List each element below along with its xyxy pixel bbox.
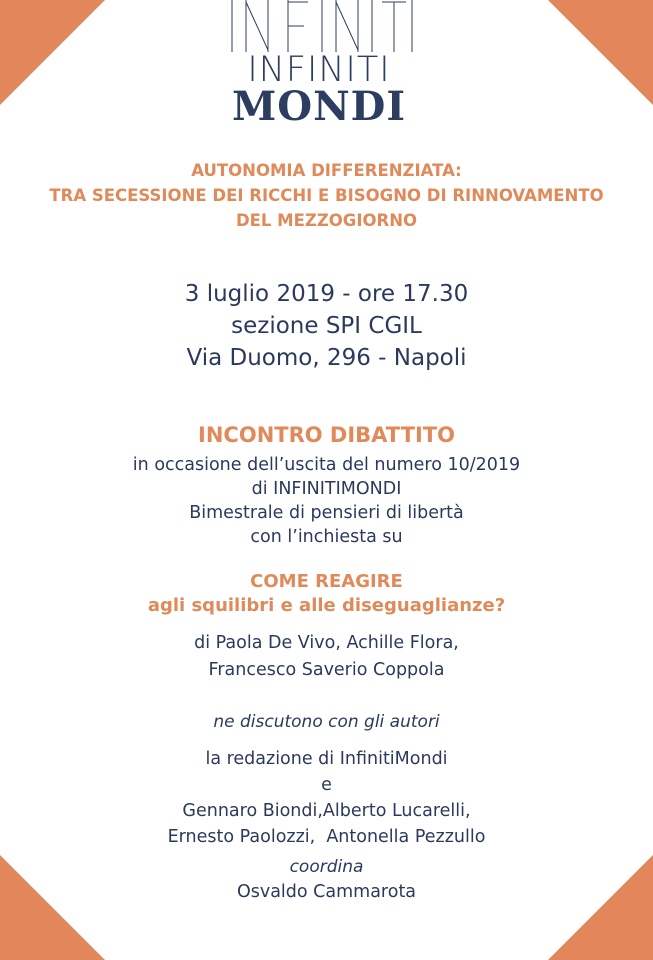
logo-wordmark-bottom: MONDI: [231, 83, 407, 130]
corner-decoration-top-right: [548, 0, 653, 105]
occasion-line: con l’inchiesta su: [250, 527, 403, 547]
corner-decoration-top-left: [0, 0, 105, 105]
participant-line: Gennaro Biondi,Alberto Lucarelli,: [182, 801, 471, 821]
coordinator-name: Osvaldo Cammarota: [236, 882, 417, 902]
logo-line-art: [222, 0, 416, 52]
participant-line: Ernesto Paolozzi, Antonella Pezzullo: [167, 827, 486, 847]
coordinator-label: coordina: [289, 857, 364, 877]
discussion-intro: ne discutono con gli autori: [213, 712, 440, 732]
authors-line: di Paola De Vivo, Achille Flora,: [194, 633, 459, 653]
discussion-participants: [0, 746, 653, 850]
occasion-line: di INFINITIMONDI: [251, 479, 402, 499]
event-address: Via Duomo, 296 - Napoli: [186, 345, 467, 371]
logo-wordmark-top: INFINITI: [247, 50, 391, 90]
participant-line: la redazione di InfinitiMondi: [205, 749, 448, 769]
participant-line: e: [321, 775, 332, 795]
headline-line: TRA SECESSIONE DEI RICCHI E BISOGNO DI RINNOVAMENTO: [49, 186, 604, 205]
authors: [0, 630, 653, 684]
headline-line: DEL MEZZOGIORNO: [235, 211, 418, 230]
incontro-title: INCONTRO DIBATTITO: [198, 423, 455, 447]
occasion-line: in occasione dell’uscita del numero 10/2019: [132, 455, 521, 475]
occasion-line: Bimestrale di pensieri di libertà: [189, 503, 464, 523]
inquiry-line: agli squilibri e alle diseguaglianze?: [147, 595, 506, 616]
occasion-text: [0, 453, 653, 549]
event-date: 3 luglio 2019 - ore 17.30: [184, 281, 469, 307]
authors-line: Francesco Saverio Coppola: [208, 660, 445, 680]
infinitimondi-logo: [222, 0, 416, 132]
inquiry-title: [0, 570, 653, 618]
inquiry-line: COME REAGIRE: [250, 571, 403, 592]
event-details: [0, 278, 653, 374]
headline-line: AUTONOMIA DIFFERENZIATA:: [191, 161, 462, 180]
event-venue: sezione SPI CGIL: [231, 313, 422, 339]
headline: [0, 158, 653, 233]
